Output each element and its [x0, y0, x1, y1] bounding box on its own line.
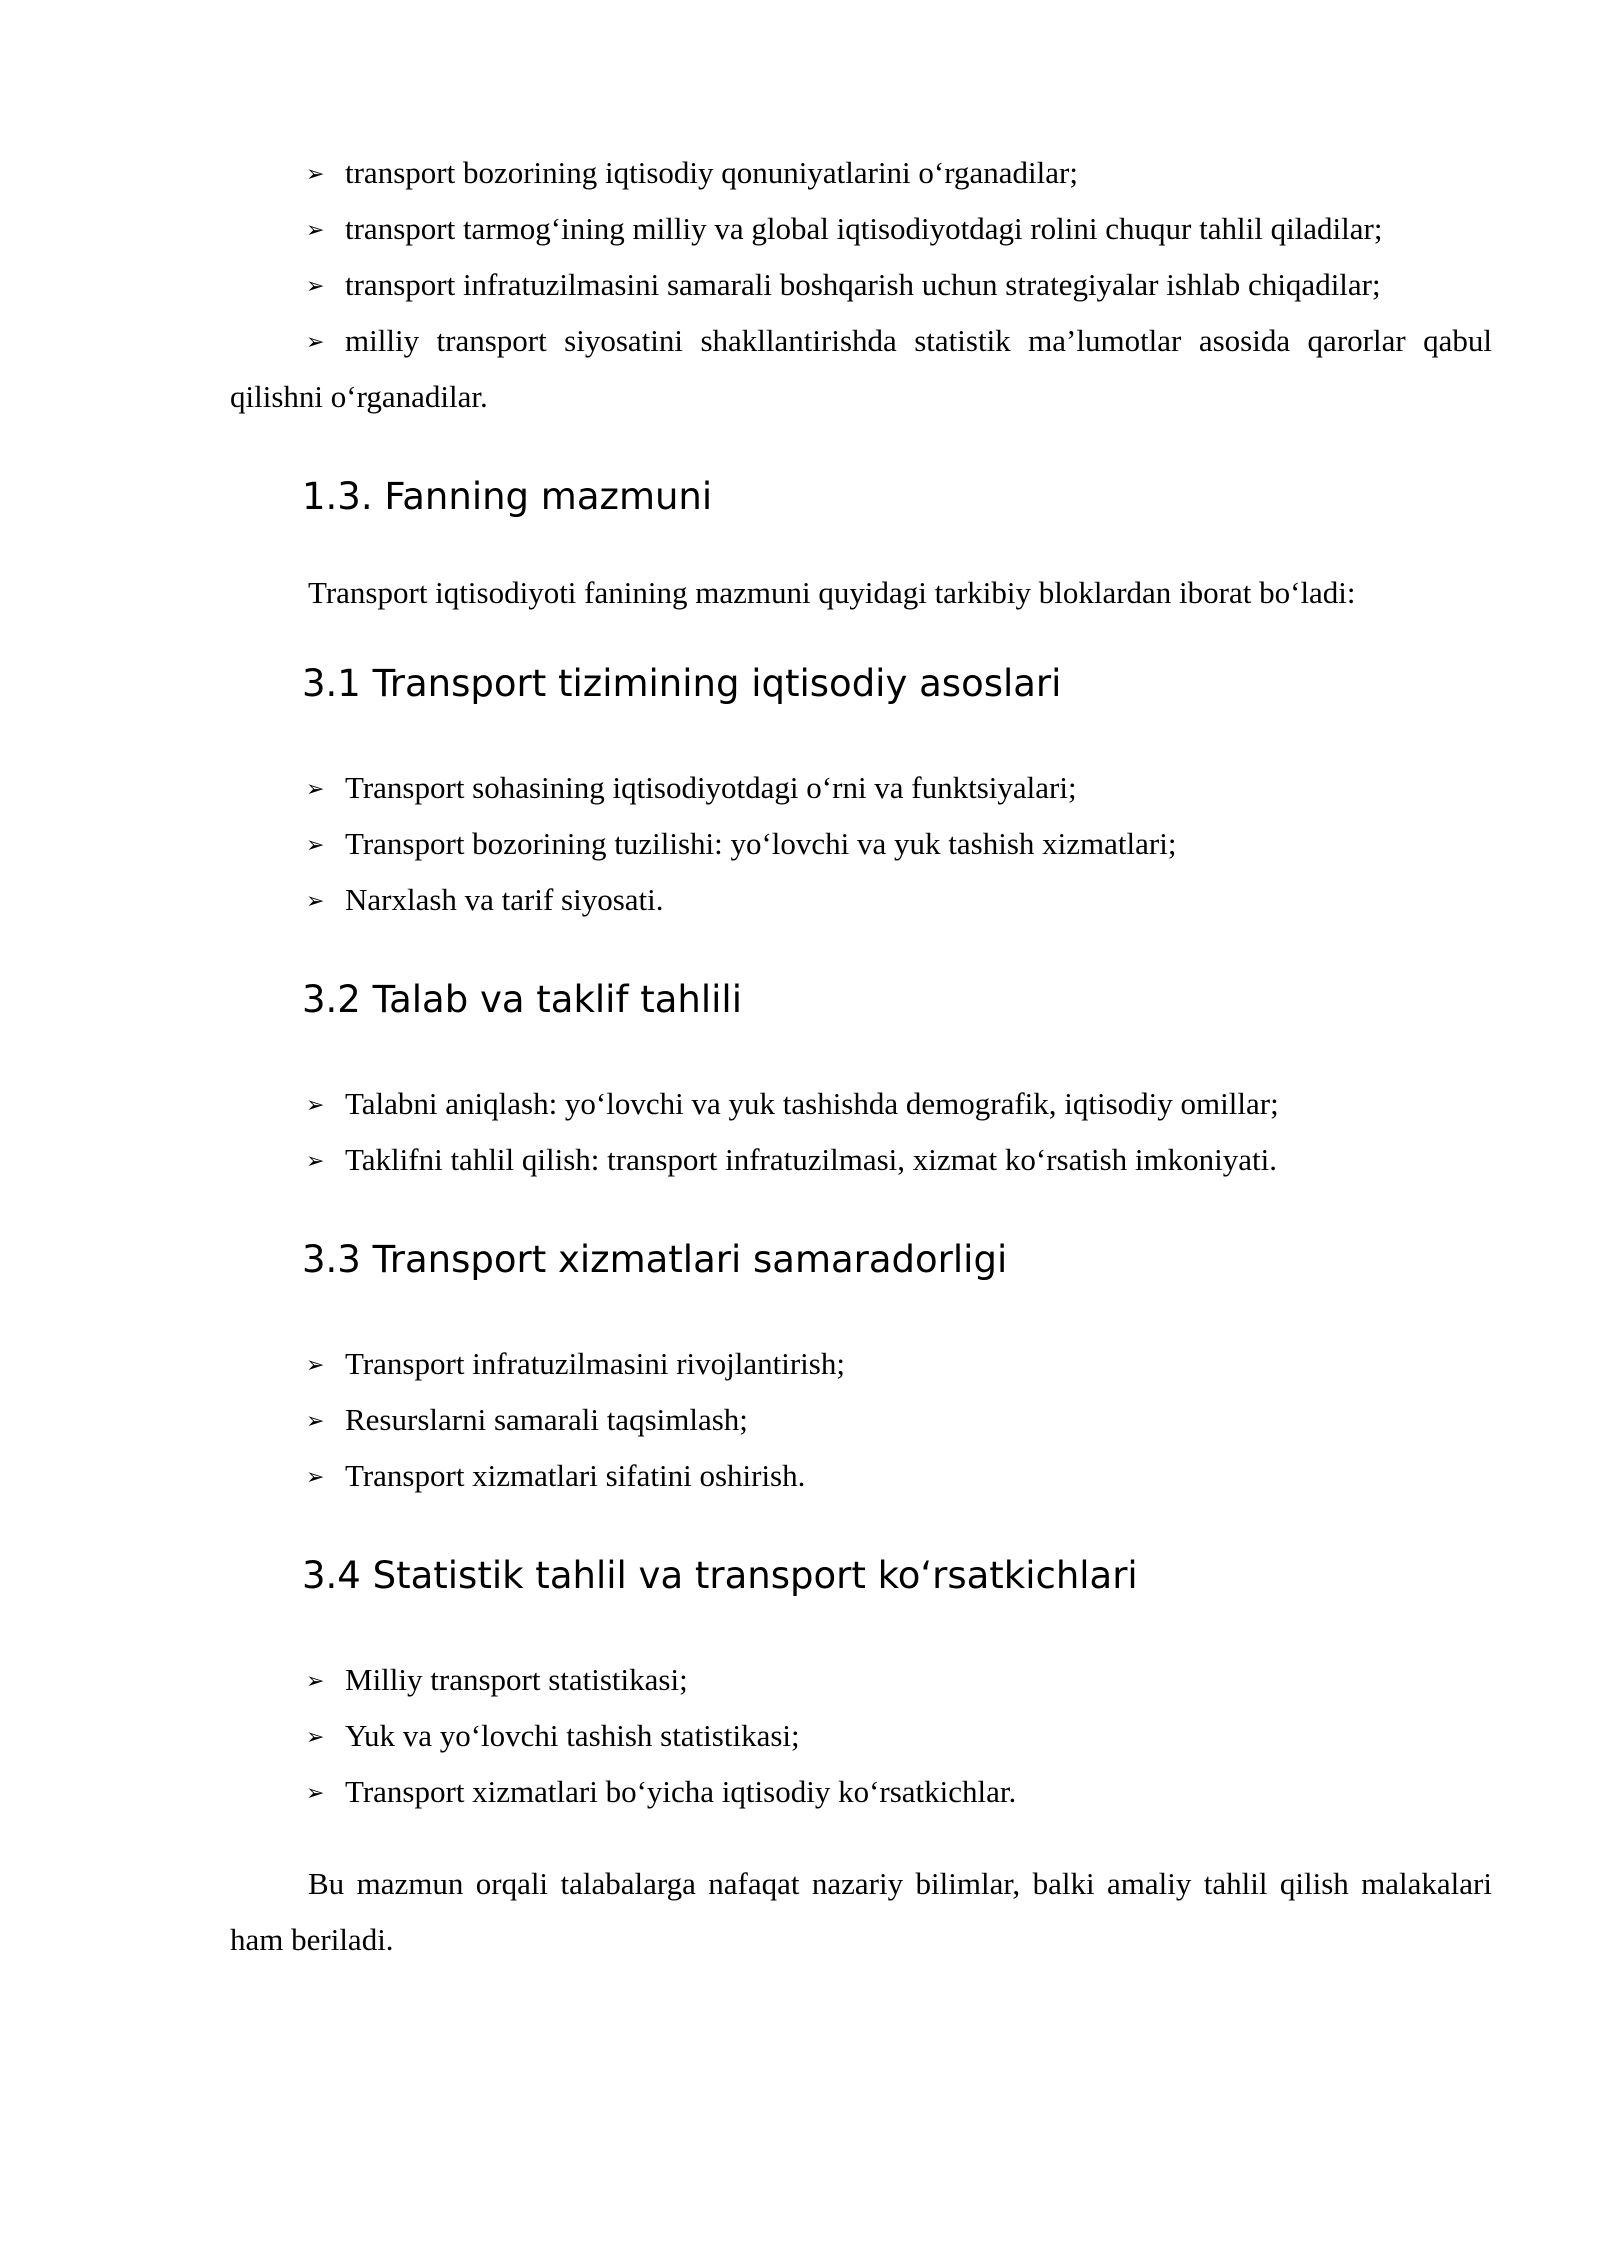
- arrow-bullet-icon: ➢: [306, 1092, 325, 1117]
- subsection-bullet-list: [230, 1336, 1492, 1504]
- list-item: ➢ Taklifni tahlil qilish: transport infratuzilmasi, xizmat ko‘rsatish imkoniyati.: [230, 1132, 1492, 1188]
- subsection-bullet-list: [230, 760, 1492, 928]
- arrow-bullet-icon: ➢: [306, 888, 325, 913]
- arrow-bullet-icon: ➢: [306, 273, 325, 298]
- list-item: ➢ Resurslarni samarali taqsimlash;: [230, 1392, 1492, 1448]
- arrow-bullet-icon: ➢: [306, 161, 325, 186]
- arrow-bullet-icon: ➢: [306, 1352, 325, 1377]
- intro-bullet-list: [230, 145, 1492, 425]
- subsection-heading: 3.3 Transport xizmatlari samaradorligi: [302, 1238, 1008, 1281]
- list-item: ➢ Talabni aniqlash: yo‘lovchi va yuk tashishda demografik, iqtisodiy omillar;: [230, 1076, 1492, 1132]
- list-item: ➢ transport infratuzilmasini samarali boshqarish uchun strategiyalar ishlab chiqadilar;: [230, 257, 1492, 313]
- document-page: [230, 145, 1492, 1968]
- arrow-bullet-icon: ➢: [306, 832, 325, 857]
- subsection-heading: 3.1 Transport tizimining iqtisodiy asoslari: [302, 662, 1062, 705]
- arrow-bullet-icon: ➢: [306, 1148, 325, 1173]
- arrow-bullet-icon: ➢: [306, 1668, 325, 1693]
- arrow-bullet-icon: ➢: [306, 329, 325, 354]
- list-item: ➢ Transport xizmatlari bo‘yicha iqtisodiy ko‘rsatkichlar.: [230, 1764, 1492, 1820]
- subsection-bullet-list: [230, 1076, 1492, 1188]
- arrow-bullet-icon: ➢: [306, 217, 325, 242]
- subsection-heading: 3.2 Talab va taklif tahlili: [302, 978, 742, 1021]
- arrow-bullet-icon: ➢: [306, 776, 325, 801]
- list-item: ➢ Narxlash va tarif siyosati.: [230, 872, 1492, 928]
- list-item: ➢ transport tarmog‘ining milliy va global iqtisodiyotdagi rolini chuqur tahlil qiladilar;: [230, 201, 1492, 257]
- section-intro: Transport iqtisodiyoti fanining mazmuni quyidagi tarkibiy bloklardan iborat bo‘ladi:: [308, 575, 1356, 610]
- list-item: ➢ Transport xizmatlari sifatini oshirish.: [230, 1448, 1492, 1504]
- list-item: ➢ Transport infratuzilmasini rivojlantirish;: [230, 1336, 1492, 1392]
- arrow-bullet-icon: ➢: [306, 1724, 325, 1749]
- arrow-bullet-icon: ➢: [306, 1408, 325, 1433]
- list-item: ➢ Milliy transport statistikasi;: [230, 1652, 1492, 1708]
- subsection-bullet-list: [230, 1652, 1492, 1820]
- subsection-heading: 3.4 Statistik tahlil va transport ko‘rsatkichlari: [302, 1554, 1138, 1597]
- arrow-bullet-icon: ➢: [306, 1780, 325, 1805]
- list-item: ➢ Transport sohasining iqtisodiyotdagi o‘rni va funktsiyalari;: [230, 760, 1492, 816]
- list-item: ➢ Transport bozorining tuzilishi: yo‘lovchi va yuk tashish xizmatlari;: [230, 816, 1492, 872]
- closing-paragraph: Bu mazmun orqali talabalarga nafaqat nazariy bilimlar, balki amaliy tahlil qilish malakalari ham beriladi.: [230, 1866, 1492, 1957]
- list-item: ➢ Yuk va yo‘lovchi tashish statistikasi;: [230, 1708, 1492, 1764]
- arrow-bullet-icon: ➢: [306, 1464, 325, 1489]
- list-item: ➢ transport bozorining iqtisodiy qonuniyatlarini o‘rganadilar;: [230, 145, 1492, 201]
- list-item: ➢ milliy transport siyosatini shakllantirishda statistik ma’lumotlar asosida qarorlar qabul qilishni o‘rganadilar.: [230, 313, 1492, 425]
- section-heading: 1.3. Fanning mazmuni: [302, 475, 713, 518]
